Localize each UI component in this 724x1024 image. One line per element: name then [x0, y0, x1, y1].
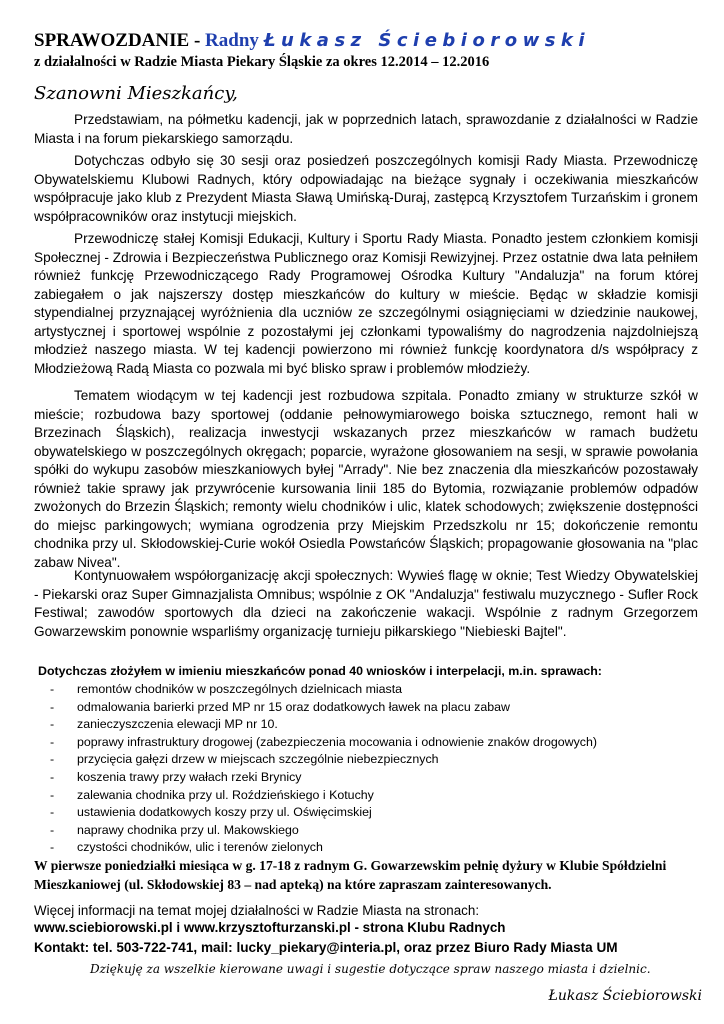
requests-lead: Dotychczas złożyłem w imieniu mieszkańców ponad 40 wniosków i interpelacji, m.in. sprawach:: [38, 664, 602, 678]
list-item: [50, 734, 597, 752]
more-info: [34, 902, 505, 936]
list-bullet: -: [50, 682, 55, 696]
list-item: [50, 769, 597, 787]
list-bullet: -: [50, 752, 55, 767]
list-item-text: odmalowania barierki przed MP nr 15 oraz dodatkowych ławek na placu zabaw: [77, 699, 510, 714]
title-radny: Radny: [205, 30, 264, 51]
list-item-text: remontów chodników w poszczególnych dzielnicach miasta: [77, 682, 403, 696]
list-item: [50, 787, 597, 805]
councillor-name-title: Łukasz Ściebiorowski: [263, 30, 591, 51]
contact-line: Kontakt: tel. 503-722-741, mail: lucky_piekary@interia.pl, oraz przez Biuro Rady Miasta UM: [34, 940, 618, 955]
list-item-text: poprawy infrastruktury drogowej (zabezpieczenia mocowania i odnowienie znaków drogowych): [77, 734, 597, 749]
list-item: [50, 681, 597, 699]
more-info-intro: Więcej informacji na temat mojej działalności w Radzie Miasta na stronach:: [34, 903, 480, 918]
list-item-text: zanieczyszczenia elewacji MP nr 10.: [77, 717, 278, 732]
requests-list: [50, 681, 597, 857]
greeting: Szanowni Mieszkańcy,: [34, 83, 238, 104]
list-item-text: czystości chodników, ulic i terenów zielonych: [77, 840, 323, 855]
list-item-text: ustawienia dodatkowych koszy przy ul. Oświęcimskiej: [77, 805, 372, 820]
website-links: www.sciebiorowski.pl i www.krzysztofturzanski.pl - strona Klubu Radnych: [34, 920, 506, 935]
thanks-note: Dziękuję za wszelkie kierowane uwagi i sugestie dotyczące spraw naszego miasta i dzielnic.: [90, 962, 651, 976]
list-bullet: -: [50, 769, 55, 784]
list-item-text: naprawy chodnika przy ul. Makowskiego: [77, 822, 299, 837]
list-item: [50, 839, 597, 857]
list-item-text: koszenia trawy przy wałach rzeki Brynicy: [77, 769, 302, 784]
paragraph-topics: Tematem wiodącym w tej kadencji jest rozbudowa szpitala. Ponadto zmiany w strukturze szkół w mieście; rozbudowa bazy sportowej (oddanie pełnowymiarowego boiska sztucznego, remont hali w Brzezinach Śląskich), realizacja inwestycji wskazanych przez mieszkańców w ramach budżetu obywatelskiego w poszczególnych okręgach; poparcie, wyrażone głosowaniem na sesji, w sprawie powołania spółki do wykupu zasobów mieszkaniowych byłej "Arrady". Nie bez znaczenia dla mieszkańców pozostawały również takie sprawy jak przywrócenie kursowania linii 185 do Bytomia, rozwiązanie problemów odpadów zwożonych do Brzezin Śląskich; remonty wielu chodników i ulic, klatek schodowych; zwiększenie dostępności do miejsc parkingowych; wymiana ogrodzenia przy Miejskim Przedszkolu nr 15; dokończenie remontu chodnika przy ul. Skłodowskiej-Curie wokół Osiedla Powstańców Śląskich; propagowanie głosowania na "plac zabaw Nivea".: [34, 388, 698, 570]
paragraph-intro: Przedstawiam, na półmetku kadencji, jak w poprzednich latach, sprawozdanie z działalności w Radzie Miasta i na forum piekarskiego samorządu.: [34, 112, 698, 146]
duty-hours-note: W pierwsze poniedziałki miesiąca w g. 17-18 z radnym G. Gowarzewskim pełnię dyżury w Klubie Spółdzielni Mieszkaniowej (ul. Skłodowskiej 83 – nad apteką) na które zapraszam zainteresowanych.: [34, 858, 667, 892]
list-bullet: -: [50, 822, 55, 837]
paragraph-social-actions: Kontynuowałem współorganizację akcji społecznych: Wywieś flagę w oknie; Test Wiedzy Obywatelskiej - Piekarski oraz Super Gimnazjalista Omnibus; wspólnie z OK "Andaluzja" festiwalu muzycznego - Sufler Rock Festiwal; zawodów sportowych dla dzieci na zakończenie wakacji. Wspólnie z radnym Grzegorzem Gowarzewskim ponownie wsparliśmy organizację turnieju piłkarskiego "Niebieski Bajtel".: [34, 568, 698, 639]
paragraph-sessions: Dotychczas odbyło się 30 sesji oraz posiedzeń poszczególnych komisji Rady Miasta. Przewodniczę Obywatelskiemu Klubowi Radnych, który odpowiadając na bieżące sygnały i oczekiwania mieszkańców współpracuje jako klub z Prezydent Miasta Sławą Umińską-Duraj, zastępcą Krzysztofem Turzańskim i gronem współpracowników oraz instytucji miejskich.: [34, 153, 698, 224]
title-prefix: SPRAWOZDANIE -: [34, 30, 206, 51]
list-item: [50, 804, 597, 822]
list-item-text: zalewania chodnika przy ul. Roździeńskiego i Kotuchy: [77, 787, 374, 802]
list-item: [50, 751, 597, 769]
list-item: [50, 716, 597, 734]
list-bullet: -: [50, 787, 55, 802]
list-bullet: -: [50, 840, 55, 855]
list-bullet: -: [50, 734, 55, 749]
list-bullet: -: [50, 805, 55, 820]
list-bullet: -: [50, 717, 55, 732]
paragraph-committees: Przewodniczę stałej Komisji Edukacji, Kultury i Sportu Rady Miasta. Ponadto jestem członkiem komisji Społecznej - Zdrowia i Bezpieczeństwa Publicznego oraz Komisji Rewizyjnej. Przez ostatnie dwa lata pełniłem również funkcję Przewodniczącego Rady Programowej Ośrodka Kultury "Andaluzja" na forum której zabiegałem o jak najszerszy dostęp mieszkańców do kultury w mieście. Będąc w składzie komisji stypendialnej przyznającej wyróżnienia dla uczniów ze szczególnymi osiągnięciami w dziedzinie naukowej, artystycznej i sportowej wspólnie z pozostałymi jej członkami typowaliśmy do nagrodzenia najzdolniejszą młodzież naszego miasta. W tej kadencji powierzono mi również funkcję koordynatora d/s współpracy z Młodzieżową Radą Miasta co pozwala mi być blisko spraw i problemów młodzieży.: [34, 231, 698, 376]
document-title: [34, 30, 590, 52]
list-item-text: przycięcia gałęzi drzew w miejscach szczególnie niebezpiecznych: [77, 752, 439, 767]
list-item: [50, 699, 597, 717]
list-bullet: -: [50, 699, 55, 714]
document-subtitle: z działalności w Radzie Miasta Piekary Śląskie za okres 12.2014 – 12.2016: [34, 54, 490, 70]
signature: Łukasz Ściebiorowski: [548, 988, 702, 1004]
list-item: [50, 822, 597, 840]
